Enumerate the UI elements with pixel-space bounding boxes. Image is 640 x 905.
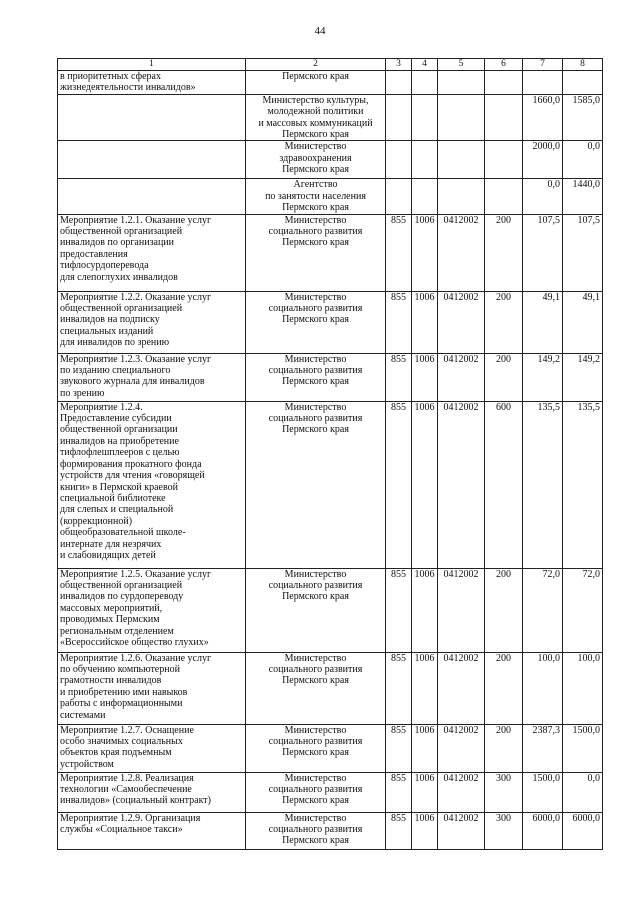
row-executor: Министерство социального развития Пермского края [246,353,386,401]
row-code-section: 1006 [412,401,438,568]
row-code-admin [386,94,412,141]
table-row [58,401,603,568]
table-row [58,812,603,849]
row-code-section: 1006 [412,724,438,772]
row-code-target: 0412002 [438,401,485,568]
column-header: 5 [438,59,485,71]
row-executor: Министерство социального развития Пермского края [246,772,386,812]
row-value-year1: 135,5 [523,401,563,568]
table-row [58,141,603,179]
row-value-year2: 1585,0 [563,94,603,141]
row-code-section: 1006 [412,652,438,724]
row-executor: Агентство по занятости населения Пермского края [246,179,386,214]
row-code-type: 300 [485,812,523,849]
row-code-admin: 855 [386,353,412,401]
row-code-section: 1006 [412,568,438,652]
row-code-type [485,71,523,95]
row-code-type: 600 [485,401,523,568]
column-header: 4 [412,59,438,71]
column-header: 8 [563,59,603,71]
row-code-type: 200 [485,214,523,291]
row-executor: Министерство здравоохранения Пермского края [246,141,386,179]
row-code-target: 0412002 [438,568,485,652]
row-code-admin: 855 [386,652,412,724]
table-row [58,214,603,291]
row-code-type [485,179,523,214]
row-code-admin: 855 [386,291,412,353]
row-executor: Министерство социального развития Пермского края [246,812,386,849]
row-value-year2 [563,71,603,95]
row-code-admin: 855 [386,568,412,652]
table-row [58,94,603,141]
row-value-year2: 107,5 [563,214,603,291]
row-code-section: 1006 [412,214,438,291]
row-executor: Министерство социального развития Пермского края [246,401,386,568]
row-code-type: 200 [485,291,523,353]
column-header: 6 [485,59,523,71]
row-code-admin: 855 [386,214,412,291]
row-value-year2: 135,5 [563,401,603,568]
table-header-row [58,59,603,71]
row-code-target: 0412002 [438,652,485,724]
row-code-target: 0412002 [438,772,485,812]
row-code-type: 200 [485,353,523,401]
row-code-type: 300 [485,772,523,812]
table-row [58,179,603,214]
row-value-year2: 1440,0 [563,179,603,214]
row-description: Мероприятие 1.2.3. Оказание услуг по изданию специального звукового журнала для инвалидов по зрению [58,353,246,401]
row-code-type: 200 [485,568,523,652]
row-value-year2: 1500,0 [563,724,603,772]
table-row [58,568,603,652]
row-description: Мероприятие 1.2.9. Организация службы «Социальное такси» [58,812,246,849]
row-value-year1: 72,0 [523,568,563,652]
row-description: Мероприятие 1.2.5. Оказание услуг общественной организацией инвалидов по сурдопереводу массовых мероприятий, проводимых Пермским региональным отделением «Всероссийское общество глухих» [58,568,246,652]
table-row [58,724,603,772]
row-description: Мероприятие 1.2.4. Предоставление субсидии общественной организации инвалидов на приобретение тифлофлешплееров с целью формирования прокатного фонда устройств для чтения «говорящей книги» в Пермской краевой специальной библиотеке для слепых и специальной (коррекционной) общеобразовательной школе- интернате для незрячих и слабовидящих детей [58,401,246,568]
table-row [58,772,603,812]
row-code-admin: 855 [386,772,412,812]
row-code-admin [386,179,412,214]
row-value-year1: 6000,0 [523,812,563,849]
row-code-section: 1006 [412,772,438,812]
row-code-target: 0412002 [438,353,485,401]
row-executor: Министерство социального развития Пермского края [246,568,386,652]
row-code-section [412,71,438,95]
row-code-type: 200 [485,652,523,724]
table-row [58,652,603,724]
column-header: 2 [246,59,386,71]
row-description: в приоритетных сферах жизнедеятельности инвалидов» [58,71,246,95]
table-row [58,291,603,353]
row-value-year2: 72,0 [563,568,603,652]
row-value-year1 [523,71,563,95]
row-value-year1: 0,0 [523,179,563,214]
row-code-section: 1006 [412,291,438,353]
row-value-year1: 1500,0 [523,772,563,812]
row-code-admin: 855 [386,401,412,568]
row-code-type: 200 [485,724,523,772]
row-executor: Министерство социального развития Пермского края [246,652,386,724]
row-value-year1: 49,1 [523,291,563,353]
row-description: Мероприятие 1.2.8. Реализация технологии «Самообеспечение инвалидов» (социальный контракт) [58,772,246,812]
row-description: Мероприятие 1.2.2. Оказание услуг общественной организацией инвалидов на подписку специальных изданий для инвалидов по зрению [58,291,246,353]
row-code-target [438,141,485,179]
table-row [58,353,603,401]
row-value-year2: 49,1 [563,291,603,353]
column-header: 1 [58,59,246,71]
row-description [58,94,246,141]
row-description [58,141,246,179]
row-code-section [412,141,438,179]
row-executor: Министерство социального развития Пермского края [246,214,386,291]
row-code-admin: 855 [386,724,412,772]
row-executor: Пермского края [246,71,386,95]
row-value-year2: 6000,0 [563,812,603,849]
row-code-target: 0412002 [438,724,485,772]
row-description: Мероприятие 1.2.6. Оказание услуг по обучению компьютерной грамотности инвалидов и приобретению ими навыков работы с информационными системами [58,652,246,724]
budget-table [57,58,603,850]
column-header: 7 [523,59,563,71]
row-executor: Министерство социального развития Пермского края [246,724,386,772]
row-executor: Министерство культуры, молодежной политики и массовых коммуникаций Пермского края [246,94,386,141]
page-number: 44 [314,25,326,37]
row-description [58,179,246,214]
row-code-admin: 855 [386,812,412,849]
row-description: Мероприятие 1.2.1. Оказание услуг общественной организацией инвалидов по организации предоставления тифлосурдоперевода для слепоглухих инвалидов [58,214,246,291]
row-code-target [438,94,485,141]
row-code-section: 1006 [412,812,438,849]
row-value-year2: 100,0 [563,652,603,724]
row-code-target [438,71,485,95]
row-code-section [412,94,438,141]
row-value-year1: 1660,0 [523,94,563,141]
row-code-target: 0412002 [438,812,485,849]
row-code-target: 0412002 [438,291,485,353]
row-value-year2: 0,0 [563,141,603,179]
row-code-section [412,179,438,214]
table-row [58,71,603,95]
row-value-year1: 149,2 [523,353,563,401]
row-code-section: 1006 [412,353,438,401]
row-description: Мероприятие 1.2.7. Оснащение особо значимых социальных объектов края подъемным устройством [58,724,246,772]
row-value-year1: 107,5 [523,214,563,291]
row-value-year2: 0,0 [563,772,603,812]
row-code-type [485,94,523,141]
row-code-type [485,141,523,179]
row-value-year1: 2000,0 [523,141,563,179]
row-code-target: 0412002 [438,214,485,291]
row-value-year1: 100,0 [523,652,563,724]
row-value-year2: 149,2 [563,353,603,401]
row-executor: Министерство социального развития Пермского края [246,291,386,353]
row-code-admin [386,71,412,95]
row-code-target [438,179,485,214]
column-header: 3 [386,59,412,71]
row-value-year1: 2387,3 [523,724,563,772]
row-code-admin [386,141,412,179]
